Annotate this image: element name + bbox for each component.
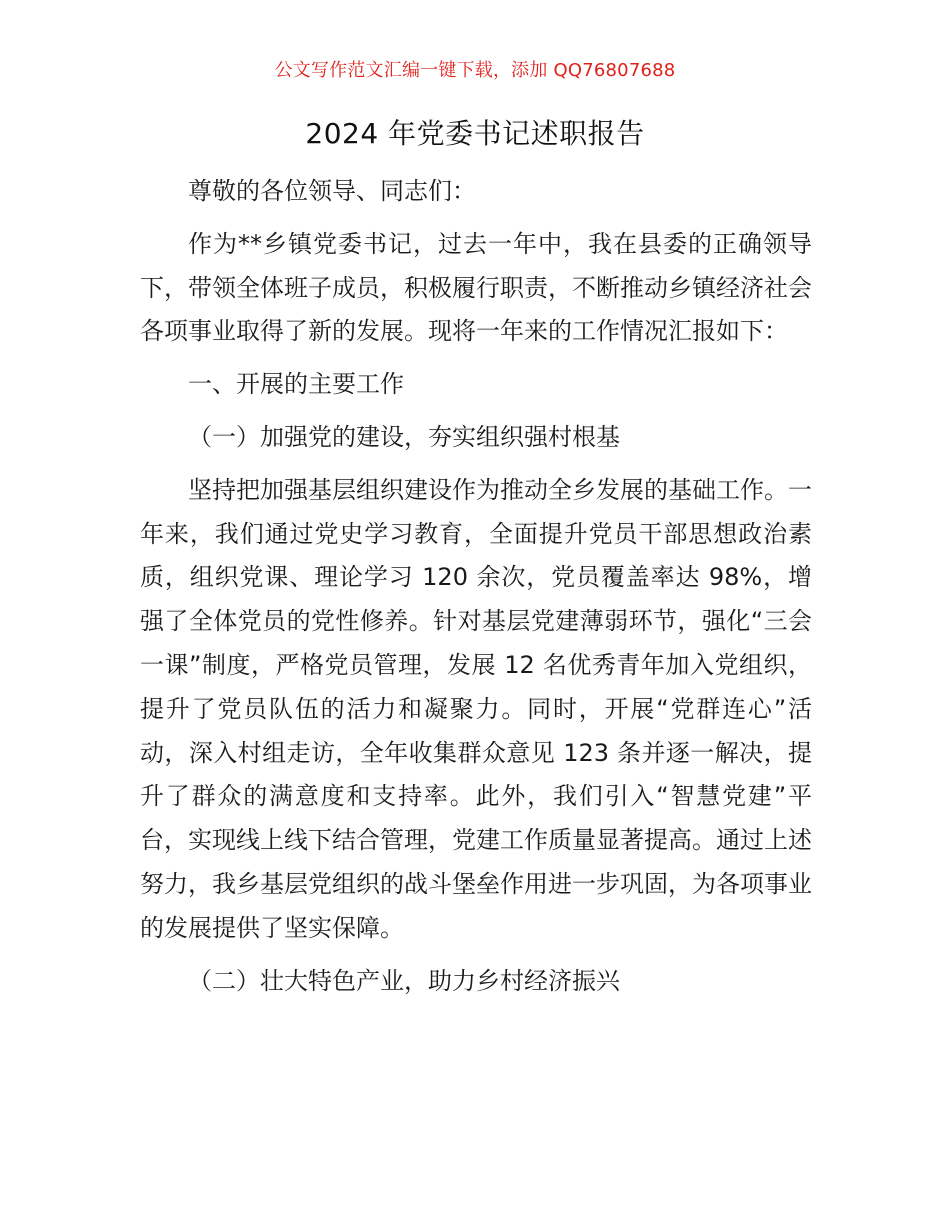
download-watermark: 公文写作范文汇编一键下载，添加 QQ76807688 (274, 60, 676, 81)
intro-paragraph: 作为**乡镇党委书记，过去一年中，我在县委的正确领导下，带领全体班子成员，积极履行职责，不断推动乡镇经济社会各项事业取得了新的发展。现将一年来的工作情况汇报如下： (140, 229, 812, 346)
document-title: 2024 年党委书记述职报告 (305, 117, 645, 150)
section-heading-main-work: 一、开展的主要工作 (188, 370, 404, 399)
document-body (140, 170, 812, 1012)
party-building-paragraph: 坚持把加强基层组织建设作为推动全乡发展的基础工作。一年来，我们通过党史学习教育，全面提升党员干部思想政治素质，组织党课、理论学习 120 余次，党员覆盖率达 98%，增强了全体党员的党性修养。针对基层党建薄弱环节，强化“三会一课”制度，严格党员管理，发展 12 名优秀青年加入党组织，提升了党员队伍的活力和凝聚力。同时，开展“党群连心”活动，深入村组走访，全年收集群众意见 123 条并逐一解决，提升了群众的满意度和支持率。此外，我们引入“智慧党建”平台，实现线上线下结合管理，党建工作质量显著提高。通过上述努力，我乡基层党组织的战斗堡垒作用进一步巩固，为各项事业的发展提供了坚实保障。 (140, 475, 812, 942)
subsection-heading-party-building: （一）加强党的建设，夯实组织强村根基 (188, 422, 620, 451)
salutation: 尊敬的各位领导、同志们： (188, 177, 476, 205)
subsection-heading-industry: （二）壮大特色产业，助力乡村经济振兴 (188, 966, 620, 995)
